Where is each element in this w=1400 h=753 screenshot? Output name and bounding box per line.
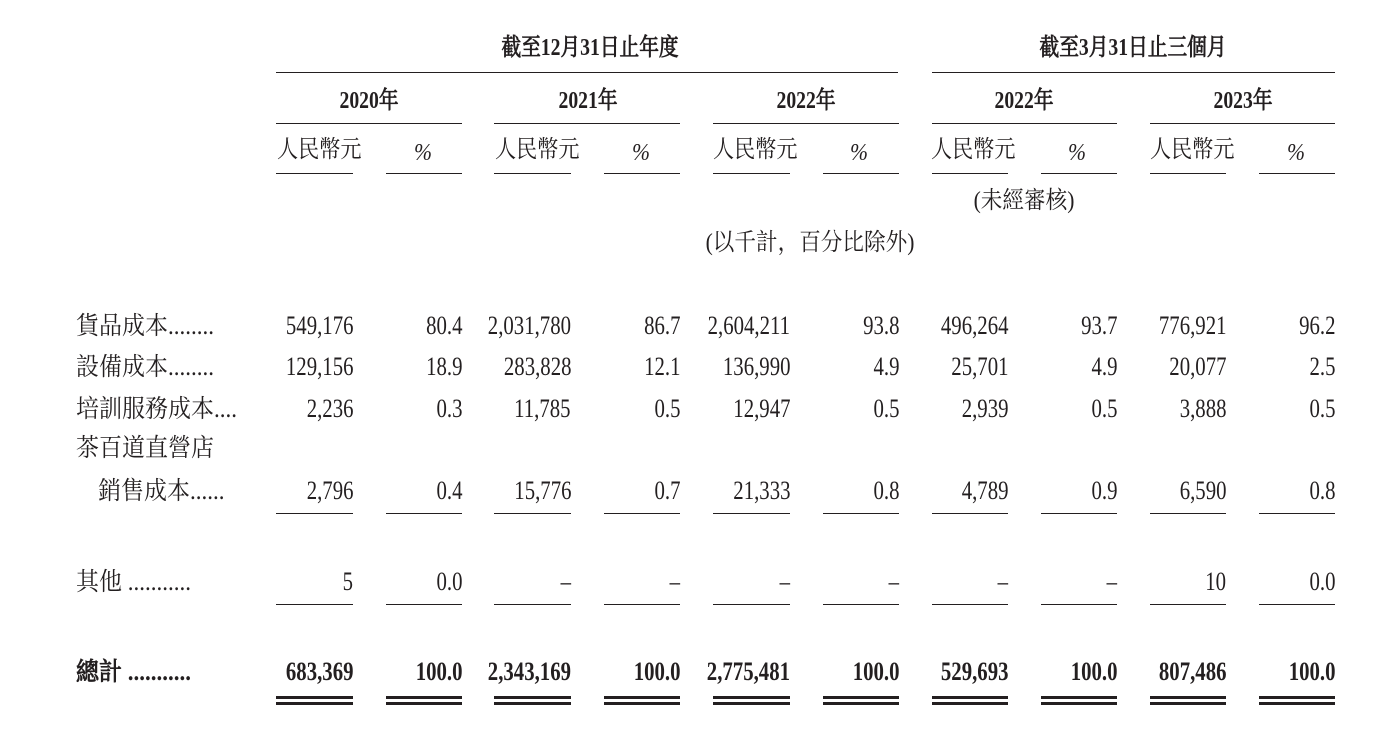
row-label: 貨品成本........ [76, 313, 215, 340]
row-label: 培訓服務成本.... [76, 396, 238, 423]
table-cell: – [888, 567, 899, 596]
table-cell: 0.0 [1309, 567, 1335, 596]
double-underline [713, 696, 790, 705]
table-cell: 93.8 [862, 311, 899, 340]
table-cell: 2,031,780 [487, 311, 571, 340]
rule-year-2022-q [932, 123, 1117, 124]
unaudited-note: (未經審核) [973, 188, 1075, 214]
table-cell: 4.9 [873, 352, 899, 381]
table-cell: 93.7 [1080, 311, 1117, 340]
table-cell: 2,939 [961, 394, 1008, 423]
rule-sub [604, 173, 680, 174]
table-cell: 20,077 [1168, 352, 1226, 381]
table-cell: – [779, 567, 790, 596]
table-cell: 0.9 [1091, 476, 1117, 505]
subtotal-rule [604, 513, 680, 514]
total-rule [276, 604, 353, 605]
total-label: 總計 ........... [76, 659, 192, 686]
rule-sub [713, 173, 790, 174]
total-rule [1150, 604, 1226, 605]
year-header-2021: 2021年 [558, 88, 618, 114]
total-cell: 100.0 [633, 657, 680, 686]
year-header-2023-q: 2023年 [1213, 88, 1273, 114]
row-label: 茶百道直營店 [76, 435, 215, 462]
rule-year-2022 [713, 123, 899, 124]
rule-sub [494, 173, 571, 174]
subtotal-rule [932, 513, 1008, 514]
table-cell: – [669, 567, 680, 596]
table-cell: – [997, 567, 1008, 596]
table-cell: 2.5 [1309, 352, 1335, 381]
percent-header: % [1068, 140, 1086, 166]
total-rule [494, 604, 571, 605]
percent-header: % [850, 140, 868, 166]
table-cell: 0.5 [1309, 394, 1335, 423]
subtotal-rule [713, 513, 790, 514]
rule-sub [932, 173, 1008, 174]
table-cell: 0.8 [873, 476, 899, 505]
rule-sub [276, 173, 353, 174]
total-rule [823, 604, 899, 605]
total-cell: 683,369 [285, 657, 353, 686]
table-cell: 129,156 [285, 352, 353, 381]
total-cell: 100.0 [852, 657, 899, 686]
double-underline [1259, 696, 1335, 705]
rule-year-ended [276, 72, 898, 73]
row-label: 其他 ........... [76, 569, 192, 596]
total-cell: 100.0 [415, 657, 462, 686]
total-cell: 807,486 [1158, 657, 1226, 686]
rule-sub [1041, 173, 1117, 174]
total-cell: 100.0 [1070, 657, 1117, 686]
year-header-2020: 2020年 [339, 88, 399, 114]
table-cell: 3,888 [1179, 394, 1226, 423]
table-cell: 80.4 [425, 311, 462, 340]
table-cell: 2,604,211 [707, 311, 790, 340]
header-year-ended: 截至12月31日止年度 [501, 35, 679, 61]
table-cell: 96.2 [1298, 311, 1335, 340]
rule-sub [1259, 173, 1335, 174]
table-cell: 0.8 [1309, 476, 1335, 505]
total-cell: 529,693 [940, 657, 1008, 686]
total-rule [713, 604, 790, 605]
currency-header: 人民幣元 [713, 137, 798, 163]
subtotal-rule [1041, 513, 1117, 514]
table-cell: 21,333 [732, 476, 790, 505]
table-cell: 11,785 [514, 394, 571, 423]
table-cell: 15,776 [513, 476, 571, 505]
currency-header: 人民幣元 [1150, 137, 1235, 163]
double-underline [386, 696, 462, 705]
year-header-2022: 2022年 [776, 88, 836, 114]
double-underline [1041, 696, 1117, 705]
table-cell: 136,990 [722, 352, 790, 381]
total-rule [604, 604, 680, 605]
total-cell: 100.0 [1288, 657, 1335, 686]
row-label: 設備成本........ [76, 354, 215, 381]
table-cell: 0.4 [436, 476, 462, 505]
total-rule [932, 604, 1008, 605]
year-header-2022-q: 2022年 [994, 88, 1054, 114]
table-cell: 6,590 [1179, 476, 1226, 505]
table-cell: 5 [342, 567, 353, 596]
subtotal-rule [276, 513, 353, 514]
rule-year-2023-q [1150, 123, 1335, 124]
rule-three-months [932, 72, 1335, 73]
rule-sub [386, 173, 462, 174]
table-cell: 0.7 [654, 476, 680, 505]
table-cell: 549,176 [285, 311, 353, 340]
table-cell: 0.5 [1091, 394, 1117, 423]
total-cell: 2,775,481 [706, 657, 790, 686]
table-cell: 496,264 [940, 311, 1008, 340]
double-underline [276, 696, 353, 705]
double-underline [494, 696, 571, 705]
total-rule [386, 604, 462, 605]
rule-sub [1150, 173, 1226, 174]
table-cell: 25,701 [950, 352, 1008, 381]
subtotal-rule [386, 513, 462, 514]
table-cell: 12,947 [732, 394, 790, 423]
row-label-continued: 銷售成本...... [98, 478, 225, 505]
table-cell: 0.3 [436, 394, 462, 423]
currency-header: 人民幣元 [277, 137, 362, 163]
header-three-months: 截至3月31日止三個月 [1039, 35, 1227, 61]
subtotal-rule [1150, 513, 1226, 514]
currency-header: 人民幣元 [931, 137, 1016, 163]
table-cell: 2,796 [306, 476, 353, 505]
double-underline [932, 696, 1008, 705]
rule-year-2021 [494, 123, 680, 124]
table-cell: 283,828 [503, 352, 571, 381]
rule-sub [823, 173, 899, 174]
double-underline [823, 696, 899, 705]
table-cell: – [560, 567, 571, 596]
double-underline [1150, 696, 1226, 705]
double-underline [604, 696, 680, 705]
total-rule [1041, 604, 1117, 605]
total-cell: 2,343,169 [487, 657, 571, 686]
rule-year-2020 [276, 123, 462, 124]
table-cell: 0.0 [436, 567, 462, 596]
table-cell: 4.9 [1091, 352, 1117, 381]
units-note: (以千計，百分比除外) [705, 230, 915, 256]
total-rule [1259, 604, 1335, 605]
percent-header: % [632, 140, 650, 166]
table-cell: 4,789 [961, 476, 1008, 505]
subtotal-rule [823, 513, 899, 514]
subtotal-rule [494, 513, 571, 514]
table-cell: 0.5 [873, 394, 899, 423]
table-cell: – [1106, 567, 1117, 596]
table-cell: 0.5 [654, 394, 680, 423]
table-cell: 776,921 [1158, 311, 1226, 340]
table-cell: 2,236 [306, 394, 353, 423]
table-cell: 10 [1205, 567, 1226, 596]
percent-header: % [1287, 140, 1305, 166]
percent-header: % [414, 140, 432, 166]
table-cell: 18.9 [425, 352, 462, 381]
currency-header: 人民幣元 [495, 137, 580, 163]
table-cell: 86.7 [643, 311, 680, 340]
subtotal-rule [1259, 513, 1335, 514]
table-cell: 12.1 [643, 352, 680, 381]
